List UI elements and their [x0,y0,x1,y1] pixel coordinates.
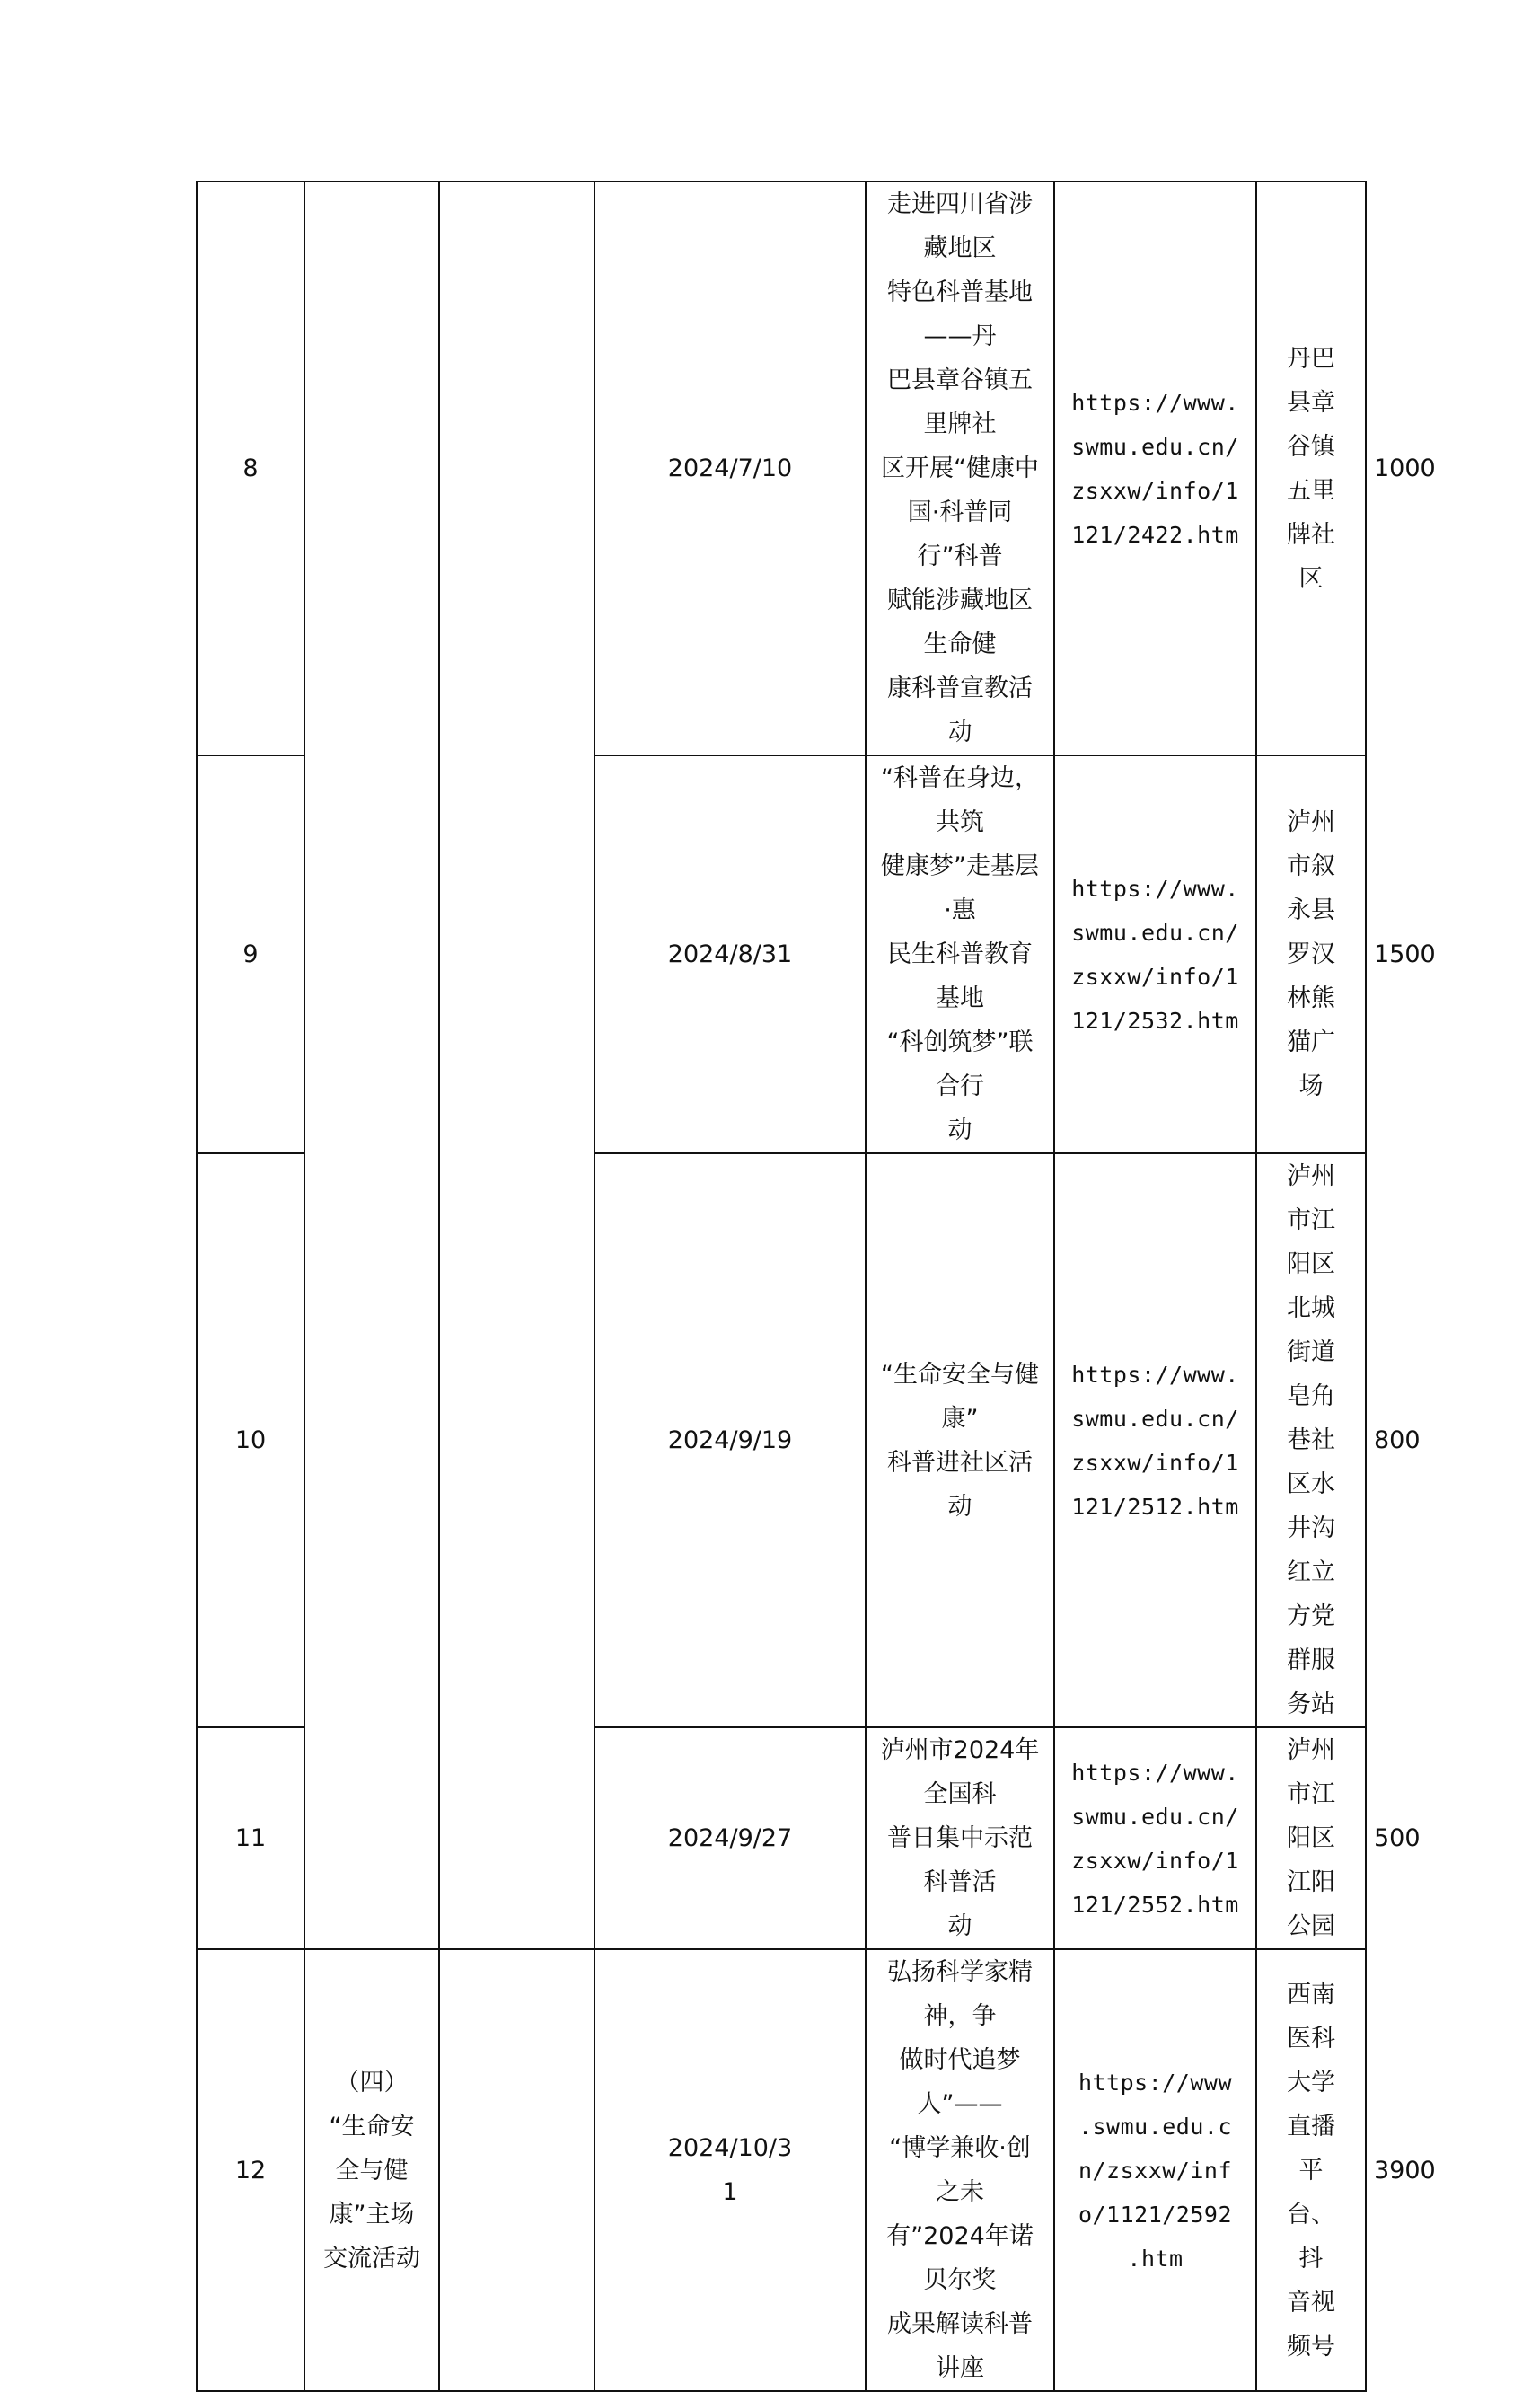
link-cell[interactable]: https://www. swmu.edu.cn/ zsxxw/info/1 121/2552.htm [1054,1727,1256,1949]
subcategory-cell-empty [439,181,594,1949]
activity-table [196,181,1436,2392]
category-cell-empty [304,181,439,1949]
location-cell: 泸州市江阳区 北城街道皂角 巷社区水井沟 红立方党群服 务站 [1256,1153,1366,1727]
table-row: 10 2024/9/19 “生命安全与健康” 科普进社区活动 https://www. swmu.edu.cn/ zsxxw/info/1 121/2512.htm 泸州市江阳区 北城街道皂角 巷社区水井沟 红立方党群服 务站 800 [197,1153,1366,1727]
date-cell: 2024/10/3 1 [594,1949,866,2391]
link-cell[interactable]: https://www. swmu.edu.cn/ zsxxw/info/1 121/2512.htm [1054,1153,1256,1727]
location-cell: 泸州市江阳区 江阳公园 [1256,1727,1366,1949]
table-row: 8 2024/7/10 走进四川省涉藏地区 特色科普基地——丹 巴县章谷镇五里牌社 区开展“健康中 国·科普同行”科普 赋能涉藏地区生命健 康科普宣教活动 https://www. swmu.edu.cn/ zsxxw/info/1 121/2422.htm 丹巴县章谷镇 五里牌社区 1000 [197,181,1366,755]
location-cell: 泸州市叙永县 罗汉林熊猫广 场 [1256,755,1366,1153]
date-cell: 2024/9/19 [594,1153,866,1727]
row-number-cell: 9 [197,755,304,1153]
category-cell: （四） “生命安 全与健 康”主场 交流活动 [304,1949,439,2391]
location-cell: 西南医科大学 直播平台、抖 音视频号 [1256,1949,1366,2391]
link-cell[interactable]: https://www .swmu.edu.c n/zsxxw/inf o/1121/2592 .htm [1054,1949,1256,2391]
activity-title-cell: 弘扬科学家精神，争 做时代追梦人”—— “博学兼收·创之未 有”2024年诺贝尔奖 成果解读科普讲座 [866,1949,1054,2391]
subcategory-cell-empty [439,1949,594,2391]
row-number-cell: 12 [197,1949,304,2391]
activity-title-cell: 泸州市2024年全国科 普日集中示范科普活 动 [866,1727,1054,1949]
date-cell: 2024/7/10 [594,181,866,755]
link-cell[interactable]: https://www. swmu.edu.cn/ zsxxw/info/1 121/2422.htm [1054,181,1256,755]
table-row: 9 2024/8/31 “科普在身边，共筑 健康梦”走基层·惠 民生科普教育基地 “科创筑梦”联合行 动 https://www. swmu.edu.cn/ zsxxw/info/1 121/2532.htm 泸州市叙永县 罗汉林熊猫广 场 1500 [197,755,1366,1153]
link-cell[interactable]: https://www. swmu.edu.cn/ zsxxw/info/1 121/2532.htm [1054,755,1256,1153]
row-number-cell: 10 [197,1153,304,1727]
date-cell: 2024/9/27 [594,1727,866,1949]
date-cell: 2024/8/31 [594,755,866,1153]
location-cell: 丹巴县章谷镇 五里牌社区 [1256,181,1366,755]
activity-title-cell: 走进四川省涉藏地区 特色科普基地——丹 巴县章谷镇五里牌社 区开展“健康中 国·科普同行”科普 赋能涉藏地区生命健 康科普宣教活动 [866,181,1054,755]
table-row: 11 2024/9/27 泸州市2024年全国科 普日集中示范科普活 动 https://www. swmu.edu.cn/ zsxxw/info/1 121/2552.htm 泸州市江阳区 江阳公园 500 [197,1727,1366,1949]
row-number-cell: 11 [197,1727,304,1949]
row-number-cell: 8 [197,181,304,755]
activity-title-cell: “生命安全与健康” 科普进社区活动 [866,1153,1054,1727]
table-row: 12 （四） “生命安 全与健 康”主场 交流活动 2024/10/3 1 弘扬科学家精神，争 做时代追梦人”—— “博学兼收·创之未 有”2024年诺贝尔奖 成果解读科普讲座 https://www .swmu.edu.c n/zsxxw/inf o/1121/2592 .htm 西南医科大学 直播平台、抖 音视频号 3900 [197,1949,1366,2391]
activity-title-cell: “科普在身边，共筑 健康梦”走基层·惠 民生科普教育基地 “科创筑梦”联合行 动 [866,755,1054,1153]
